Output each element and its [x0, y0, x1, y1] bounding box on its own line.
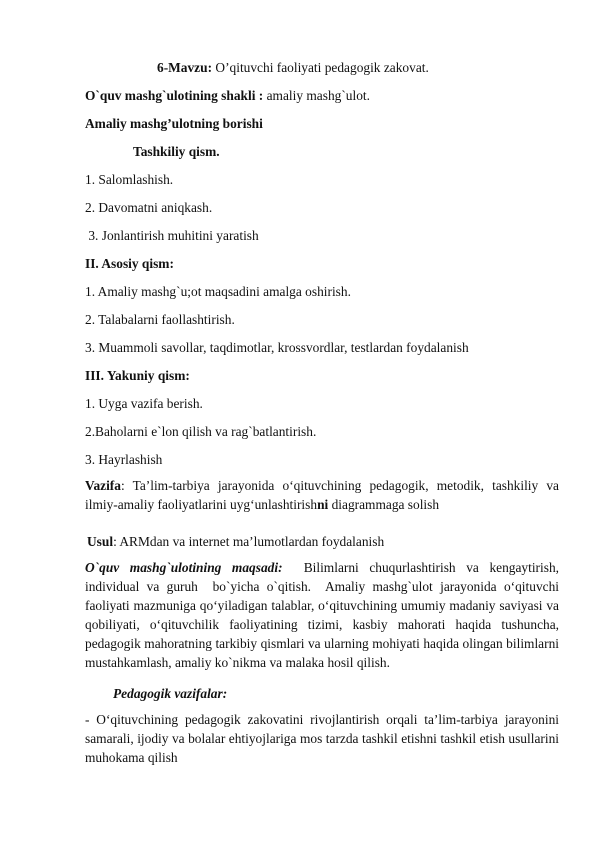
- pedagogical-tasks-heading: Pedagogik vazifalar:: [113, 686, 228, 701]
- final-part-heading: III. Yakuniy qism:: [85, 368, 190, 383]
- lesson-title: [157, 60, 429, 76]
- lesson-form-label: O`quv mashg`ulotining shakli :: [85, 88, 264, 103]
- pedagogical-tasks-paragraph: - O‘qituvchining pedagogik zakovatini rivojlantirish orqali ta’lim-tarbiya jarayonini samarali, ijodiy va bolalar ehtiyojlariga mos tarzda tashkil etishni tashkil etish usullarini muhokama qilish: [85, 712, 559, 765]
- lesson-form: [85, 88, 370, 104]
- method-label: Usul: [87, 534, 114, 549]
- list-item: 3. Muammoli savollar, taqdimotlar, krossvordlar, testlardan foydalanish: [85, 340, 469, 355]
- progress-heading: Amaliy mashg’ulotning borishi: [85, 116, 263, 131]
- list-item: 1. Amaliy mashg`u;ot maqsadini amalga oshirish.: [85, 284, 351, 299]
- task-text: : Ta’lim-tarbiya jarayonida o‘qituvchining pedagogik, metodik, tashkiliy va ilmiy-amaliy faoliyatlarini uyg‘unlashtirish: [85, 478, 559, 512]
- lesson-form-text: amaliy mashg`ulot.: [263, 88, 370, 103]
- list-item: 2. Davomatni aniqkash.: [85, 200, 213, 215]
- goal-paragraph: [85, 558, 563, 672]
- method-line: [87, 534, 384, 550]
- lesson-title-label: 6-Mavzu:: [157, 60, 213, 75]
- task-label: Vazifa: [85, 478, 121, 493]
- list-item: 2.Baholarni e`lon qilish va rag`batlantirish.: [85, 424, 317, 439]
- goal-text: Bilimlarni chuqurlashtirish va kengaytirish, individual va guruh bo`yicha o`qitish. Amaliy mashg`ulot jarayonida o‘qituvchi faoliyati mazmuniga qo‘yiladigan talablar, o‘qituvchining umumiy madaniy saviyasi va qobiliyati, o‘qituvchilik faoliyatining tizimi, kasbiy mahorati haqida tushuncha, pedagogik mahoratning tarkibiy qismlari va ularning mohiyati haqida olingan bilimlarni mustahkamlash, amaliy ko`nikma va malaka hosil qilish.: [85, 560, 563, 670]
- task-bold-tail: ni: [317, 497, 329, 512]
- list-item: 1. Salomlashish.: [85, 172, 174, 187]
- task-tail: diagrammaga solish: [328, 497, 440, 512]
- main-part-heading: II. Asosiy qism:: [85, 256, 174, 271]
- list-item: 3. Hayrlashish: [85, 452, 163, 467]
- list-item: 1. Uygа vazifa berish.: [85, 396, 203, 411]
- task-paragraph: [85, 476, 559, 514]
- list-item: 3. Jonlantirish muhitini yaratish: [85, 228, 259, 243]
- goal-label: O`quv mashg`ulotining maqsadi:: [85, 560, 283, 575]
- method-text: : ARMdan va internet ma’lumotlardan foydalanish: [113, 534, 385, 549]
- list-item: 2. Talabalarni faollashtirish.: [85, 312, 235, 327]
- org-part-heading: Tashkiliy qism.: [133, 144, 220, 159]
- lesson-title-text: O’qituvchi faoliyati pedagogik zakovat.: [212, 60, 429, 75]
